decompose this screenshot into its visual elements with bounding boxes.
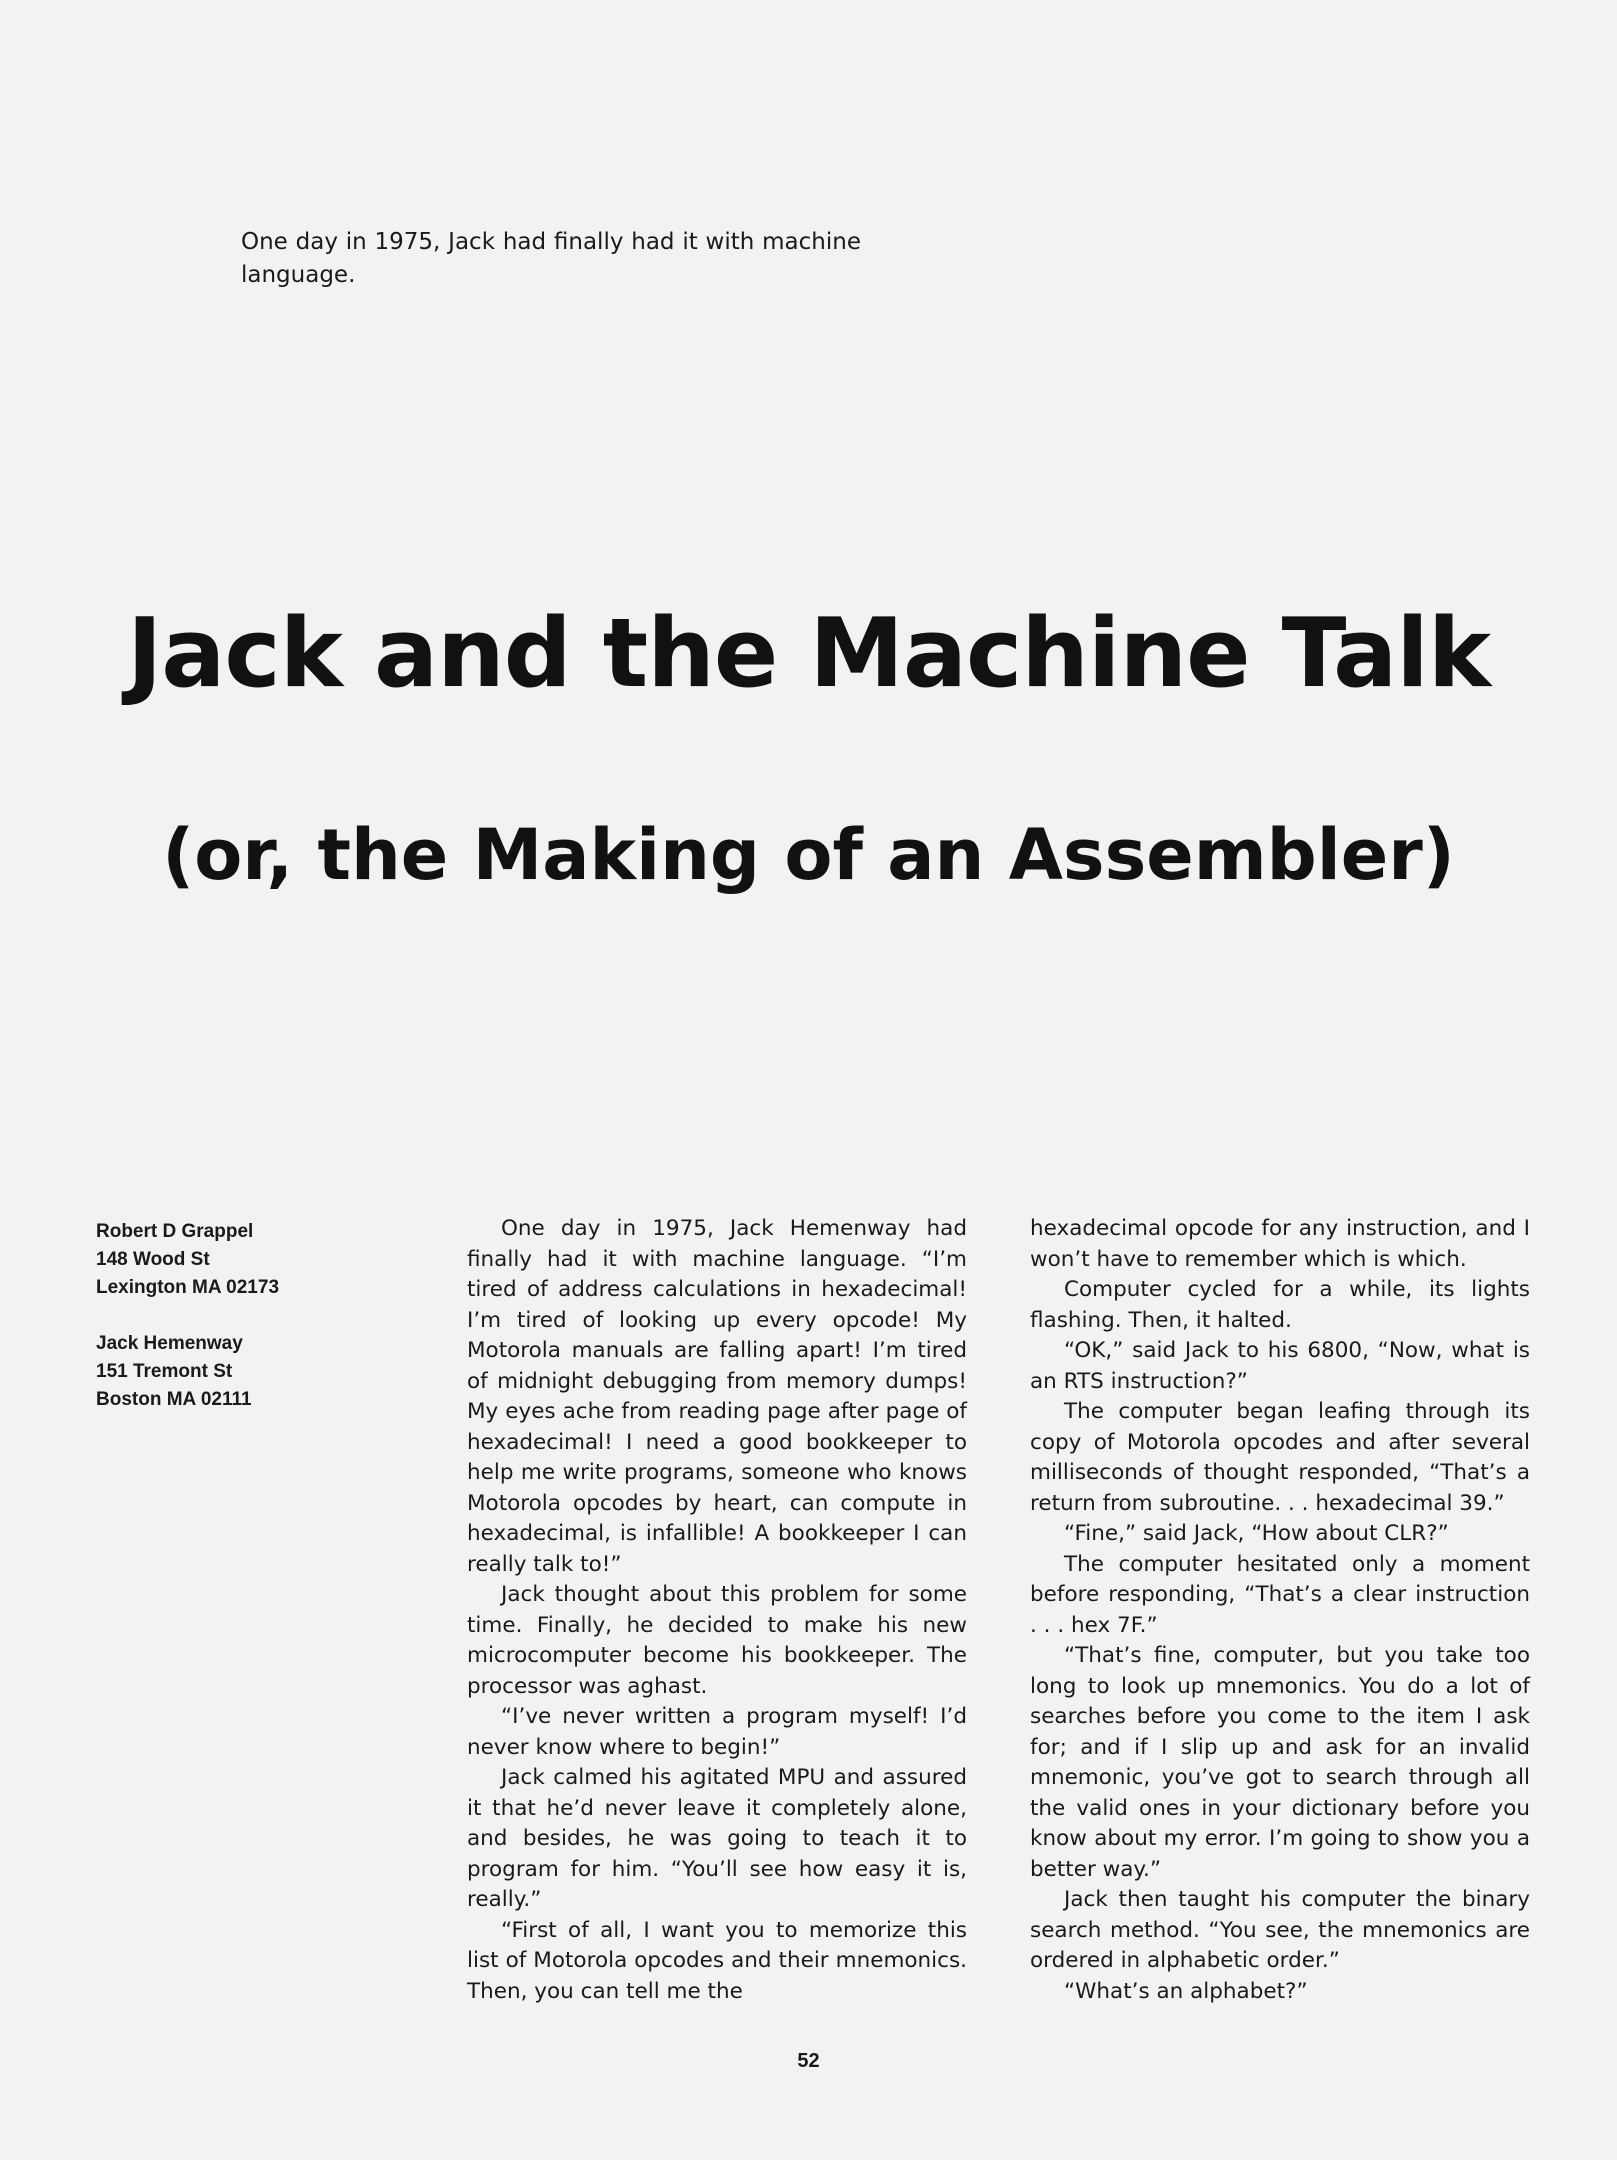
body-paragraph: “First of all, I want you to memorize this list of Motorola opcodes and their mnemonics. Then, you can tell me the — [467, 1917, 967, 2004]
body-paragraph: “Fine,” said Jack, “How about CLR?” — [1064, 1521, 1449, 1546]
body-paragraph: “What’s an alphabet?” — [1064, 1978, 1308, 2004]
body-paragraph: “That’s fine, computer, but you take too long to look up mnemonics. You do a lot of searches before you come to the item I ask for; and if I slip up and ask for an invalid mnemonic, you’ve got to search through all the valid ones in your dictionary before you know about my error. I’m going to show you a better way.” — [1030, 1643, 1530, 1882]
author-city: Lexington MA 02173 — [96, 1277, 280, 1298]
author-block — [96, 1218, 376, 1442]
deck-text: One day in 1975, Jack had finally had it with machine language. — [241, 229, 861, 288]
article-title: Jack and the Machine Talk — [126, 599, 1491, 709]
body-paragraph-continued: hexadecimal opcode for any instruction, and I won’t have to remember which is which. — [1030, 1216, 1530, 1272]
body-paragraph: The computer began leafing through its copy of Motorola opcodes and after several milliseconds of thought responded, “That’s a return from subroutine. . . hexadecimal 39.” — [1030, 1399, 1530, 1516]
author-street: 151 Tremont St — [96, 1361, 233, 1382]
author-address — [96, 1218, 376, 1302]
author-street: 148 Wood St — [96, 1249, 210, 1270]
body-paragraph: “OK,” said Jack to his 6800, “Now, what is an RTS instruction?” — [1030, 1338, 1530, 1394]
body-paragraph: Jack thought about this problem for some time. Finally, he decided to make his new microcomputer become his bookkeeper. The processor was aghast. — [467, 1582, 967, 1699]
body-paragraph: Jack calmed his agitated MPU and assured it that he’d never leave it completely alone, and besides, he was going to teach it to program for him. “You’ll see how easy it is, really.” — [467, 1765, 967, 1912]
body-paragraph: The computer hesitated only a moment before responding, “That’s a clear instruction . . . hex 7F.” — [1030, 1551, 1530, 1638]
author-name: Robert D Grappel — [96, 1221, 254, 1242]
article-subtitle: (or, the Making of an Assembler) — [162, 814, 1455, 896]
body-column-right — [1030, 1214, 1530, 2007]
body-paragraph: “I’ve never written a program myself! I’d never know where to begin!” — [467, 1704, 967, 1760]
body-paragraph: Computer cycled for a while, its lights flashing. Then, it halted. — [1030, 1277, 1530, 1333]
page-number: 52 — [797, 2050, 820, 2072]
author-name: Jack Hemenway — [96, 1333, 243, 1354]
body-paragraph: Jack then taught his computer the binary search method. “You see, the mnemonics are ordered in alphabetic order.” — [1030, 1887, 1530, 1973]
body-paragraph: One day in 1975, Jack Hemenway had finally had it with machine language. “I’m tired of address calculations in hexadecimal! I’m tired of looking up every opcode! My Motorola manuals are falling apart! I’m tired of midnight debugging from memory dumps! My eyes ache from reading page after page of hexadecimal! I need a good bookkeeper to help me write programs, someone who knows Motorola opcodes by heart, can compute in hexadecimal, is infallible! A bookkeeper I can really talk to!” — [467, 1216, 967, 1577]
author-address — [96, 1330, 376, 1414]
body-column-left — [467, 1214, 967, 2007]
author-city: Boston MA 02111 — [96, 1389, 252, 1410]
